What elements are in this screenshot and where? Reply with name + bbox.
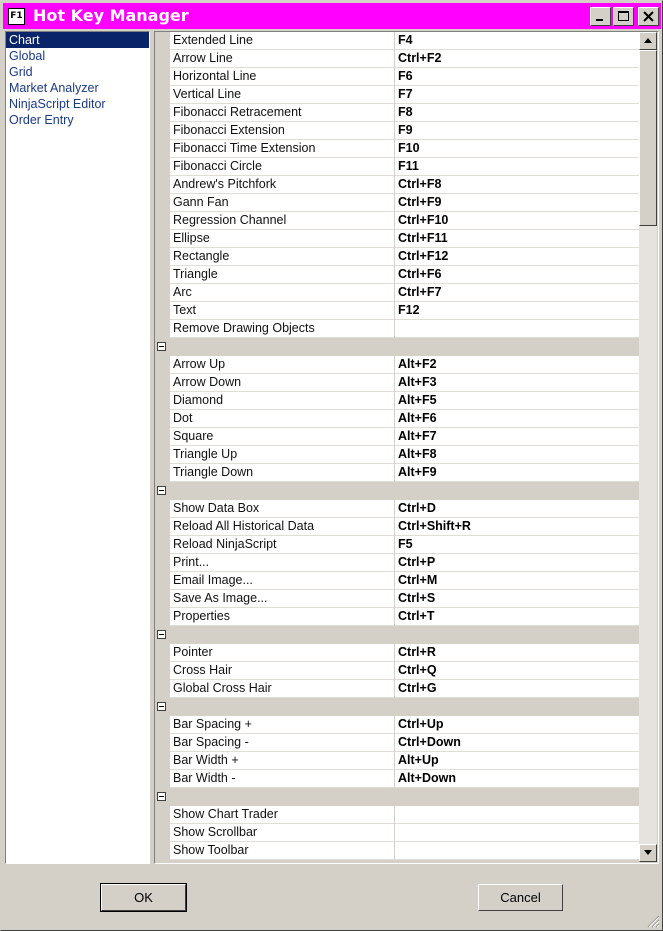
row-gutter (155, 104, 170, 122)
row-gutter (155, 536, 170, 554)
hotkey-value[interactable]: Ctrl+Q (398, 663, 437, 677)
hotkey-value[interactable]: Alt+Down (398, 771, 456, 785)
hotkey-row[interactable] (155, 302, 640, 320)
row-gutter (155, 842, 170, 860)
category-item[interactable]: Grid (9, 65, 33, 79)
hotkey-value[interactable]: F7 (398, 87, 413, 101)
hotkey-action-name: Gann Fan (170, 194, 395, 212)
row-gutter (155, 734, 170, 752)
hotkey-row[interactable] (155, 680, 640, 698)
hotkey-row[interactable] (155, 734, 640, 752)
hotkey-row[interactable] (155, 284, 640, 302)
hotkey-action-name: Bar Width + (170, 752, 395, 770)
hotkey-value[interactable]: Ctrl+Shift+R (398, 519, 471, 533)
hotkey-value[interactable]: F4 (398, 33, 413, 47)
category-item[interactable]: Market Analyzer (9, 81, 99, 95)
hotkey-row[interactable] (155, 86, 640, 104)
collapse-icon[interactable] (157, 792, 166, 801)
minimize-icon (594, 10, 608, 23)
row-gutter (155, 392, 170, 410)
hotkey-action-name: Properties (170, 608, 395, 626)
row-gutter (155, 644, 170, 662)
hotkey-value[interactable]: F9 (398, 123, 413, 137)
hotkey-row[interactable] (155, 140, 640, 158)
hotkey-action-name: Horizontal Line (170, 68, 395, 86)
hotkey-action-name: Vertical Line (170, 86, 395, 104)
hotkey-row[interactable] (155, 446, 640, 464)
collapse-icon[interactable] (157, 342, 166, 351)
row-gutter (155, 356, 170, 374)
hotkey-action-name: Remove Drawing Objects (170, 320, 395, 338)
row-gutter (155, 770, 170, 788)
row-gutter (155, 752, 170, 770)
row-gutter (155, 320, 170, 338)
hotkey-row[interactable] (155, 500, 640, 518)
hotkey-value[interactable]: Alt+F3 (398, 375, 437, 389)
row-gutter (155, 68, 170, 86)
resize-grip-icon[interactable] (647, 915, 660, 928)
row-gutter (155, 266, 170, 284)
row-gutter (155, 32, 170, 50)
hotkey-grid (154, 31, 659, 864)
hotkey-action-name: Email Image... (170, 572, 395, 590)
hotkey-row[interactable] (155, 644, 640, 662)
hotkey-value[interactable]: F10 (398, 141, 420, 155)
hotkey-row[interactable] (155, 266, 640, 284)
hotkey-action-name: Print... (170, 554, 395, 572)
hotkey-action-name: Arc (170, 284, 395, 302)
hotkey-action-name: Square (170, 428, 395, 446)
row-gutter (155, 176, 170, 194)
hotkey-row[interactable] (155, 842, 640, 860)
hotkey-value[interactable]: Alt+F2 (398, 357, 437, 371)
hotkey-value[interactable]: F6 (398, 69, 413, 83)
hotkey-value[interactable]: Ctrl+Down (398, 735, 461, 749)
hotkey-action-name: Bar Width - (170, 770, 395, 788)
app-icon: F1 (8, 8, 25, 25)
hotkey-value[interactable]: Ctrl+Up (398, 717, 444, 731)
hotkey-action-name: Dot (170, 410, 395, 428)
hotkey-action-name: Bar Spacing + (170, 716, 395, 734)
hotkey-row[interactable] (155, 68, 640, 86)
hotkey-action-name: Triangle Up (170, 446, 395, 464)
hotkey-action-name: Regression Channel (170, 212, 395, 230)
ok-button[interactable]: OK (101, 884, 186, 911)
hotkey-row[interactable] (155, 608, 640, 626)
cancel-button[interactable]: Cancel (478, 884, 563, 911)
hotkey-row[interactable] (155, 590, 640, 608)
hotkey-row[interactable] (155, 716, 640, 734)
hotkey-row[interactable] (155, 104, 640, 122)
row-gutter (155, 374, 170, 392)
hotkey-row[interactable] (155, 464, 640, 482)
minimize-button[interactable] (590, 7, 611, 26)
row-gutter (155, 86, 170, 104)
close-icon (642, 10, 656, 23)
hotkey-value[interactable]: Ctrl+F10 (398, 213, 449, 227)
group-header-row (155, 698, 640, 716)
hotkey-row[interactable] (155, 248, 640, 266)
hotkey-action-name: Cross Hair (170, 662, 395, 680)
hotkey-row[interactable] (155, 158, 640, 176)
arrow-down-icon (644, 850, 652, 855)
hotkey-row[interactable] (155, 122, 640, 140)
collapse-icon[interactable] (157, 702, 166, 711)
hotkey-value[interactable]: F12 (398, 303, 420, 317)
hotkey-value[interactable]: Ctrl+F9 (398, 195, 442, 209)
hotkey-action-name: Fibonacci Retracement (170, 104, 395, 122)
category-list[interactable] (5, 31, 150, 864)
hotkey-action-name: Save As Image... (170, 590, 395, 608)
hotkey-row[interactable] (155, 50, 640, 68)
category-item[interactable]: Order Entry (9, 113, 74, 127)
hotkey-value[interactable]: Ctrl+F11 (398, 231, 448, 245)
hotkey-row[interactable] (155, 410, 640, 428)
scroll-down-button[interactable] (639, 844, 657, 862)
scroll-thumb[interactable] (639, 50, 657, 226)
row-gutter (155, 140, 170, 158)
hotkey-row[interactable] (155, 554, 640, 572)
hotkey-action-name: Show Scrollbar (170, 824, 395, 842)
row-gutter (155, 572, 170, 590)
hotkey-action-name: Andrew's Pitchfork (170, 176, 395, 194)
hotkey-value[interactable]: Ctrl+F7 (398, 285, 442, 299)
hotkey-action-name: Text (170, 302, 395, 320)
hotkey-action-name: Bar Spacing - (170, 734, 395, 752)
maximize-button[interactable] (613, 7, 634, 26)
hotkey-row[interactable] (155, 536, 640, 554)
hotkey-value[interactable]: Ctrl+F12 (398, 249, 449, 263)
row-gutter (155, 248, 170, 266)
hotkey-value[interactable]: Alt+F9 (398, 465, 437, 479)
hotkey-value[interactable] (395, 842, 640, 860)
hotkey-row[interactable] (155, 572, 640, 590)
hotkey-action-name: Diamond (170, 392, 395, 410)
hotkey-action-name: Show Data Box (170, 500, 395, 518)
hotkey-row[interactable] (155, 806, 640, 824)
hotkey-value[interactable]: Ctrl+S (398, 591, 436, 605)
hotkey-action-name: Show Toolbar (170, 842, 395, 860)
hotkey-value[interactable]: Alt+F5 (398, 393, 437, 407)
hotkey-row[interactable] (155, 518, 640, 536)
hotkey-value[interactable]: Ctrl+F2 (398, 51, 442, 65)
hotkey-value[interactable] (395, 320, 640, 338)
group-header-row (155, 626, 640, 644)
row-gutter (155, 50, 170, 68)
hotkey-value[interactable]: F11 (398, 159, 419, 173)
row-gutter (155, 464, 170, 482)
title-bar[interactable] (3, 3, 661, 29)
hotkey-action-name: Triangle Down (170, 464, 395, 482)
hotkey-action-name: Global Cross Hair (170, 680, 395, 698)
hotkey-value[interactable]: Ctrl+F6 (398, 267, 442, 281)
row-gutter (155, 446, 170, 464)
maximize-icon (617, 10, 631, 23)
group-header-row (155, 788, 640, 806)
hotkey-action-name: Pointer (170, 644, 395, 662)
hotkey-action-name: Arrow Line (170, 50, 395, 68)
hotkey-row[interactable] (155, 374, 640, 392)
hotkey-row[interactable] (155, 770, 640, 788)
hotkey-action-name: Arrow Up (170, 356, 395, 374)
scroll-up-button[interactable] (639, 32, 657, 50)
row-gutter (155, 302, 170, 320)
vertical-scrollbar[interactable] (639, 32, 657, 862)
window-title: Hot Key Manager (33, 6, 189, 25)
row-gutter (155, 662, 170, 680)
category-item[interactable]: Chart (6, 32, 149, 48)
category-item[interactable]: Global (9, 49, 46, 63)
hotkey-value[interactable] (395, 806, 640, 824)
hotkey-row[interactable] (155, 230, 640, 248)
hotkey-action-name: Arrow Down (170, 374, 395, 392)
hotkey-value[interactable]: Alt+F8 (398, 447, 437, 461)
hotkey-row[interactable] (155, 356, 640, 374)
hotkey-row[interactable] (155, 752, 640, 770)
hotkey-action-name: Fibonacci Extension (170, 122, 395, 140)
hotkey-action-name: Reload All Historical Data (170, 518, 395, 536)
hotkey-action-name: Reload NinjaScript (170, 536, 395, 554)
row-gutter (155, 158, 170, 176)
hotkey-value[interactable]: Ctrl+R (398, 645, 436, 659)
hotkey-value[interactable]: Alt+Up (398, 753, 439, 767)
close-button[interactable] (638, 7, 659, 26)
row-gutter (155, 212, 170, 230)
row-gutter (155, 230, 170, 248)
row-gutter (155, 122, 170, 140)
row-gutter (155, 410, 170, 428)
hotkey-action-name: Fibonacci Time Extension (170, 140, 395, 158)
hotkey-action-name: Triangle (170, 266, 395, 284)
hotkey-value[interactable]: Ctrl+D (398, 501, 436, 515)
hotkey-row[interactable] (155, 176, 640, 194)
hotkey-action-name: Rectangle (170, 248, 395, 266)
hotkey-value[interactable]: F5 (398, 537, 413, 551)
row-gutter (155, 608, 170, 626)
row-gutter (155, 590, 170, 608)
row-gutter (155, 716, 170, 734)
row-gutter (155, 500, 170, 518)
row-gutter (155, 554, 170, 572)
hotkey-value[interactable]: Ctrl+G (398, 681, 437, 695)
hotkey-row[interactable] (155, 32, 640, 50)
hotkey-value[interactable]: Ctrl+M (398, 573, 438, 587)
row-gutter (155, 428, 170, 446)
hotkey-value[interactable]: Ctrl+T (398, 609, 435, 623)
hotkey-row[interactable] (155, 824, 640, 842)
row-gutter (155, 518, 170, 536)
group-header-row (155, 482, 640, 500)
hotkey-action-name: Extended Line (170, 32, 395, 50)
hotkey-action-name: Ellipse (170, 230, 395, 248)
row-gutter (155, 194, 170, 212)
hotkey-action-name: Fibonacci Circle (170, 158, 395, 176)
hotkey-row[interactable] (155, 212, 640, 230)
hotkey-value[interactable]: Alt+F7 (398, 429, 437, 443)
category-item[interactable]: NinjaScript Editor (9, 97, 106, 111)
hotkey-row[interactable] (155, 392, 640, 410)
group-header-row (155, 338, 640, 356)
hotkey-value[interactable]: F8 (398, 105, 413, 119)
row-gutter (155, 680, 170, 698)
hotkey-value[interactable] (395, 824, 640, 842)
row-gutter (155, 824, 170, 842)
hotkey-value[interactable]: Ctrl+F8 (398, 177, 442, 191)
hotkey-action-name: Show Chart Trader (170, 806, 395, 824)
hotkey-value[interactable]: Ctrl+P (398, 555, 436, 569)
hotkey-value[interactable]: Alt+F6 (398, 411, 437, 425)
collapse-icon[interactable] (157, 486, 166, 495)
hotkey-rows (155, 32, 640, 860)
row-gutter (155, 806, 170, 824)
hotkey-row[interactable] (155, 320, 640, 338)
hotkey-row[interactable] (155, 662, 640, 680)
hotkey-row[interactable] (155, 194, 640, 212)
row-gutter (155, 284, 170, 302)
arrow-up-icon (644, 38, 652, 43)
hotkey-row[interactable] (155, 428, 640, 446)
collapse-icon[interactable] (157, 630, 166, 639)
